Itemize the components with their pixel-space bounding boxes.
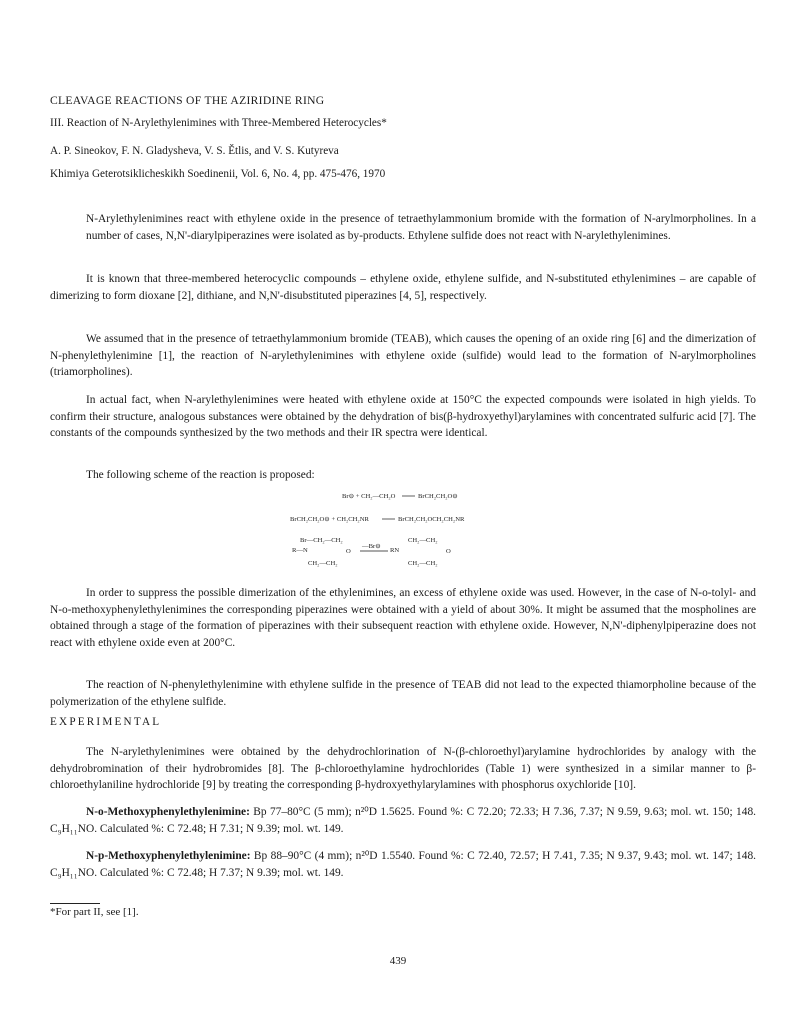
abstract: N-Arylethylenimines react with ethylene oxide in the presence of tetraethylammonium bromide with the formation of N-arylmorpholines. In a number of cases, N,N'-diarylpiperazines were isolated as by-products. Ethylene sulfide does not react with N-arylethylenimines.: [86, 213, 756, 242]
scheme-line1-right: BrCH₂CH₂O⊖: [418, 493, 458, 500]
scheme-line2-right: BrCH₂CH₂OCH₂CH₂NR: [398, 516, 465, 523]
compound-1-data: Bp 77–80°C (5 mm); n²⁰D 1.5625. Found %: C 72.20; 72.33; H 7.36, 7.37; N 9.59, 9.63; mol. wt. 150; 148. C₉H₁₁NO. Calculated %: C 72.48; H 7.31; N 9.39; mol. wt. 149.: [50, 806, 756, 835]
reaction-scheme: [280, 488, 530, 570]
experimental-intro: The N-arylethylenimines were obtained by the dehydrochlorination of N-(β-chloroethyl)arylamine hydrochlorides by analogy with the dehydrobromination of their hydrobromides [8]. The β-chloroethylamine hydrochlorides (Table 1) were synthesized in a similar manner to β-chloroethylaniline hydrochloride [9] by treating the corresponding β-hydroxyethylarylamines with phosphorus oxychloride [10].: [50, 746, 756, 791]
paper-subtitle: III. Reaction of N-Arylethylenimines with Three-Membered Heterocycles*: [50, 117, 387, 129]
scheme-ring-right-top: CH₂—CH₂: [408, 537, 438, 544]
compound-1-entry: [50, 804, 756, 837]
paragraph-scheme-intro: The following scheme of the reaction is proposed:: [86, 469, 315, 481]
journal-citation: Khimiya Geterotsiklicheskikh Soedinenii, Vol. 6, No. 4, pp. 475-476, 1970: [50, 168, 386, 180]
scheme-ring-right-n: RN: [390, 547, 400, 554]
scheme-line2-left: BrCH₂CH₂O⊖ + CH₂CH₂NR: [290, 516, 369, 523]
paragraph-3: In actual fact, when N-arylethylenimines were heated with ethylene oxide at 150°C the expected compounds were isolated in high yields. To confirm their structure, analogous substances were obtained by the dehydration of bis(β-hydroxyethyl)arylamines with concentrated sulfuric acid [7]. The constants of the compounds synthesized by the two methods and their IR spectra were identical.: [50, 394, 756, 439]
footnote: *For part II, see [1].: [50, 906, 139, 918]
authors: A. P. Sineokov, F. N. Gladysheva, V. S. Ětlis, and V. S. Kutyreva: [50, 145, 339, 157]
scheme-ring-left-o: O: [346, 548, 351, 555]
compound-2-data: Bp 88–90°C (4 mm); n²⁰D 1.5540. Found %: C 72.40, 72.57; H 7.41, 7.35; N 9.37, 9.43; mol. wt. 147; 148. C₉H₁₁NO. Calculated %: C 72.48; H 7.37; N 9.39; mol. wt. 149.: [50, 850, 756, 879]
scheme-arrow-label: —Br⊖: [362, 543, 381, 550]
page-number: 439: [389, 955, 407, 967]
section-heading-experimental: EXPERIMENTAL: [50, 716, 162, 728]
scheme-ring-right-bottom: CH₂—CH₂: [408, 560, 438, 567]
paragraph-2: We assumed that in the presence of tetraethylammonium bromide (TEAB), which causes the opening of an oxide ring [6] and the dimerization of N-phenylethylenimine [1], the reaction of N-arylethylenimines with ethylene oxide (sulfide) would lead to the formation of N-arylmorpholines (triamorpholines).: [50, 333, 756, 378]
scheme-line1-left: Br⊖ + CH₂—CH₂O: [342, 493, 396, 500]
footnote-rule: [50, 903, 100, 904]
paragraph-5: The reaction of N-phenylethylenimine with ethylene sulfide in the presence of TEAB did not lead to the expected thiamorpholine because of the polymerization of the ethylene sulfide.: [50, 679, 756, 708]
scheme-ring-left-top: Br—CH₂—CH₂: [300, 537, 343, 544]
scheme-ring-left-bottom: CH₂—CH₂: [308, 560, 338, 567]
paper-title: CLEAVAGE REACTIONS OF THE AZIRIDINE RING: [50, 94, 325, 107]
scheme-ring-right-o: O: [446, 548, 451, 555]
compound-1-name: N-o-Methoxyphenylethylenimine:: [86, 806, 250, 818]
paragraph-1: It is known that three-membered heterocyclic compounds – ethylene oxide, ethylene sulfide, and N-substituted ethylenimines – are capable of dimerizing to form dioxane [2], dithiane, and N,N'-disubstituted piperazines [4, 5], respectively.: [50, 273, 756, 302]
compound-2-entry: [50, 848, 756, 881]
compound-2-name: N-p-Methoxyphenylethylenimine:: [86, 850, 251, 862]
paragraph-4: In order to suppress the possible dimerization of the ethylenimines, an excess of ethylene oxide was used. However, in the case of N-o-tolyl- and N-o-methoxyphenylethylenimines the corresponding piperazines were obtained with a yield of about 30%. It might be assumed that the mospholines are obtained through a stage of the formation of piperazines with their subsequent reaction with ethylene oxide. However, N,N'-diphenylpiperazine does not react with ethylene oxide even at 200°C.: [50, 587, 756, 649]
scheme-ring-left-n: R—N: [292, 547, 308, 554]
